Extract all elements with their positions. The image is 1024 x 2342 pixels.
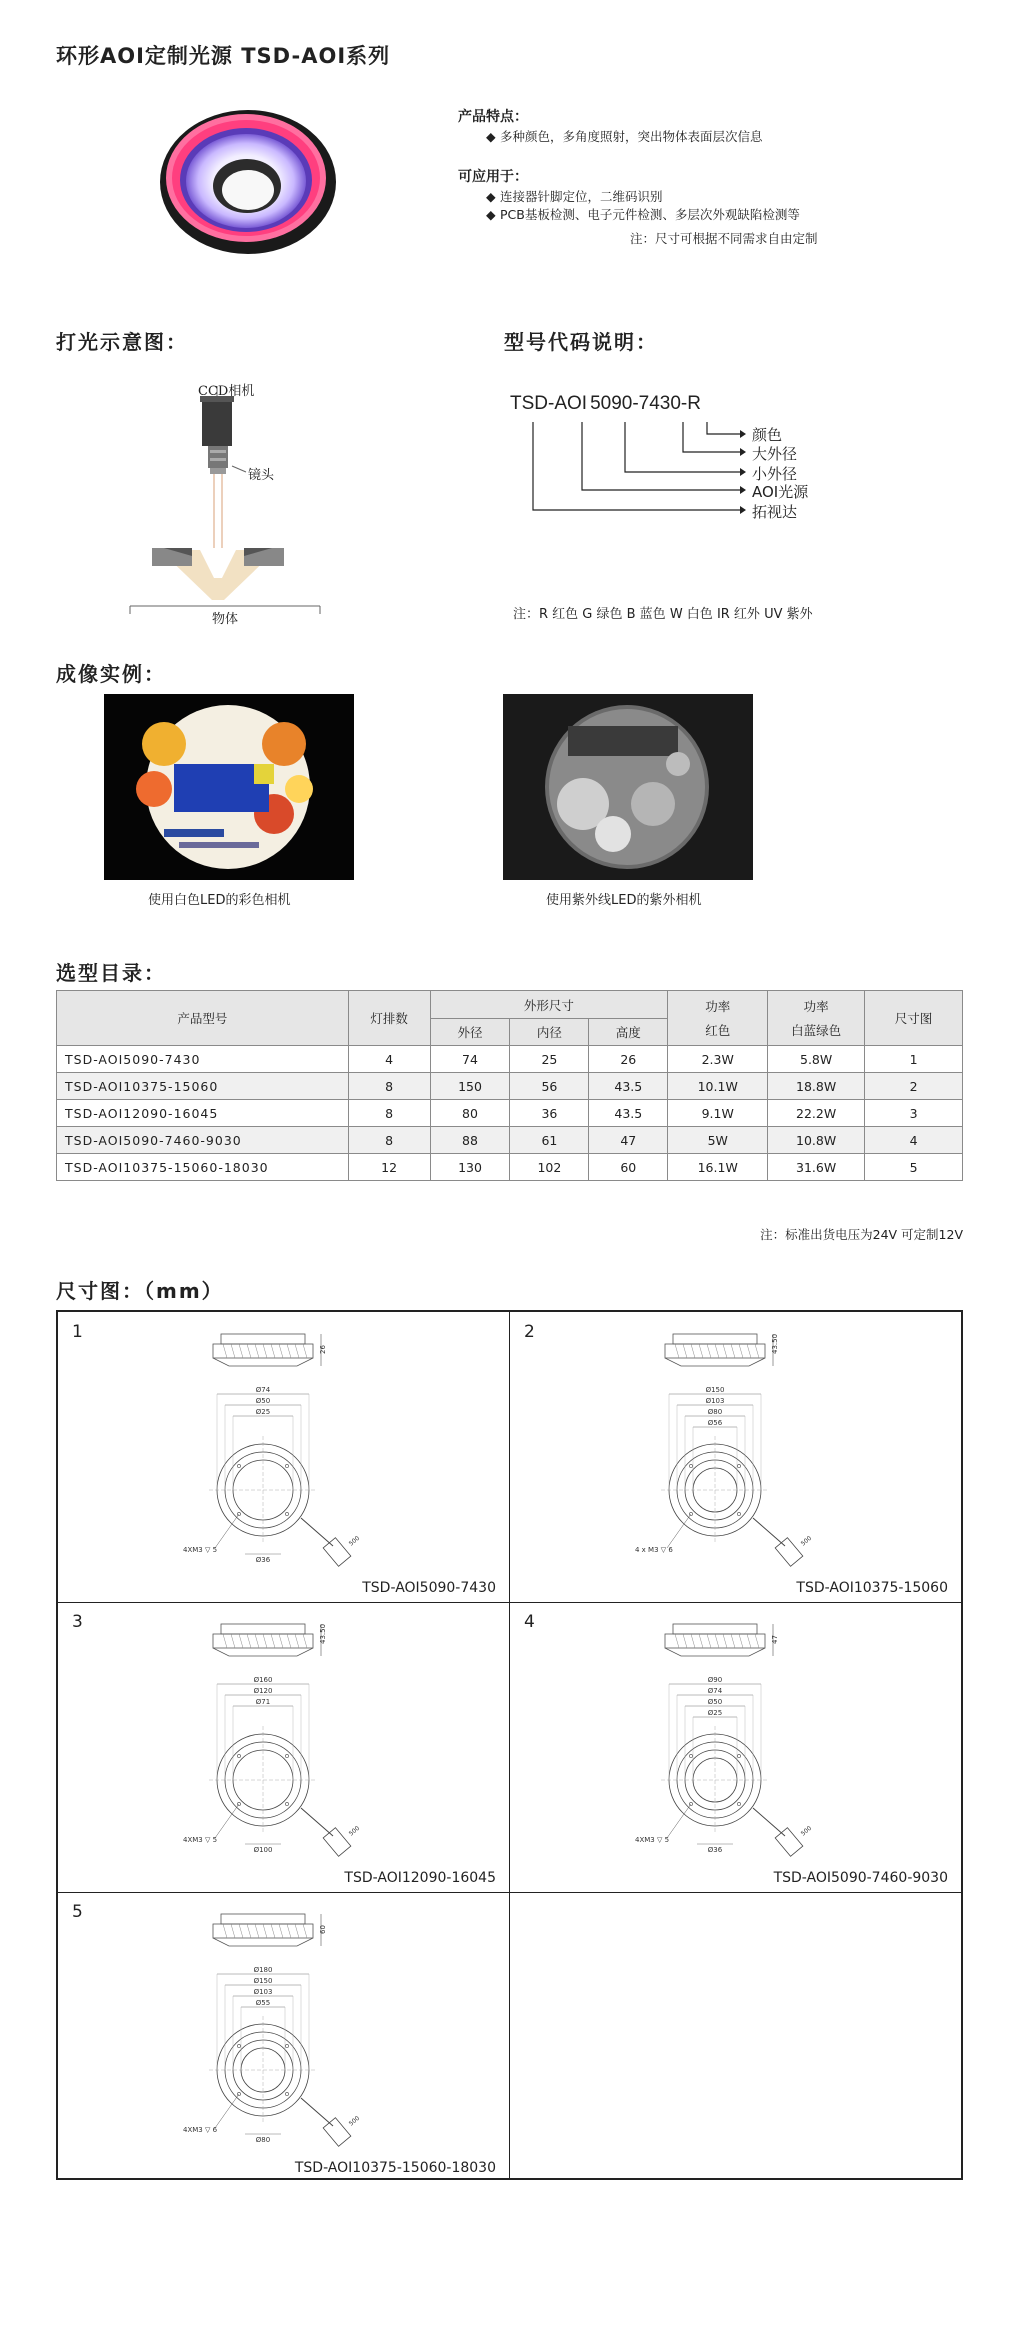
height-dimension: 43.50 bbox=[771, 1333, 779, 1354]
diameter-label: Ø71 bbox=[255, 1698, 271, 1706]
diameter-label: Ø150 bbox=[705, 1386, 725, 1394]
cable-length-label: 500 bbox=[347, 2114, 362, 2128]
height-dimension: 26 bbox=[319, 1345, 327, 1354]
height-dimension: 43.50 bbox=[319, 1623, 327, 1644]
diameter-label: Ø160 bbox=[253, 1676, 273, 1684]
th-dims: 外形尺寸 bbox=[430, 991, 668, 1019]
dimension-drawing bbox=[153, 1900, 413, 2160]
features-heading: 产品特点： bbox=[458, 109, 528, 125]
diameter-label: Ø74 bbox=[255, 1386, 271, 1394]
diameter-label: Ø25 bbox=[707, 1709, 723, 1717]
th-power-wbg: 功率 白蓝绿色 bbox=[768, 991, 865, 1046]
legend-aoi: AOI光源 bbox=[752, 483, 809, 501]
selection-table bbox=[56, 990, 963, 1181]
table-row: TSD-AOI10375-15060 8 150 56 43.5 10.1W 18.8W 2 bbox=[57, 1073, 963, 1100]
dimension-drawing bbox=[153, 1320, 413, 1580]
hole-callout-label: 4XM3 ▽ 5 bbox=[183, 1546, 218, 1554]
legend-outer-diameter: 大外径 bbox=[752, 445, 798, 463]
table-row: TSD-AOI5090-7430 4 74 25 26 2.3W 5.8W 1 bbox=[57, 1046, 963, 1073]
diameter-label: Ø55 bbox=[255, 1999, 271, 2007]
table-row: TSD-AOI12090-16045 8 80 36 43.5 9.1W 22.2W 3 bbox=[57, 1100, 963, 1127]
color-camera-image bbox=[104, 694, 354, 880]
object-label: 物体 bbox=[212, 612, 239, 627]
th-outer: 外径 bbox=[430, 1019, 510, 1046]
dimension-drawing bbox=[153, 1610, 413, 1870]
bottom-diameter-label: Ø36 bbox=[255, 1556, 271, 1564]
dimension-cell-number: 2 bbox=[524, 1322, 535, 1342]
hole-callout-label: 4XM3 ▽ 6 bbox=[183, 2126, 218, 2134]
diameter-label: Ø50 bbox=[255, 1397, 271, 1405]
page-title: 环形AOI定制光源 TSD-AOI系列 bbox=[56, 44, 391, 68]
ccd-camera-label: CCD相机 bbox=[198, 384, 255, 399]
diameter-label: Ø80 bbox=[707, 1408, 723, 1416]
dimension-cell-number: 5 bbox=[72, 1902, 83, 1922]
diameter-label: Ø180 bbox=[253, 1966, 273, 1974]
dimension-cell-2 bbox=[510, 1312, 962, 1602]
color-code-note: 注：R 红色 G 绿色 B 蓝色 W 白色 IR 红外 UV 紫外 bbox=[513, 607, 813, 622]
application-item: ◆ PCB基板检测、电子元件检测、多层次外观缺陷检测等 bbox=[486, 207, 800, 222]
dimension-drawing bbox=[605, 1610, 865, 1870]
th-drawing: 尺寸图 bbox=[865, 991, 963, 1046]
th-power-red: 功率 红色 bbox=[668, 991, 768, 1046]
diameter-label: Ø50 bbox=[707, 1698, 723, 1706]
diameter-label: Ø90 bbox=[707, 1676, 723, 1684]
dimension-cell-caption: TSD-AOI10375-15060 bbox=[796, 1580, 948, 1596]
uv-camera-image bbox=[503, 694, 753, 880]
diameter-label: Ø120 bbox=[253, 1687, 273, 1695]
dimension-grid bbox=[56, 1310, 963, 2180]
diameter-label: Ø150 bbox=[253, 1977, 273, 1985]
cable-length-label: 500 bbox=[347, 1824, 362, 1838]
dimension-drawing bbox=[605, 1320, 865, 1580]
th-height: 高度 bbox=[589, 1019, 668, 1046]
dimension-cell-number: 1 bbox=[72, 1322, 83, 1342]
imaging-heading: 成像实例： bbox=[56, 662, 166, 686]
cable-length-label: 500 bbox=[347, 1534, 362, 1548]
dimension-cell-1 bbox=[58, 1312, 510, 1602]
height-dimension: 47 bbox=[771, 1635, 779, 1644]
diameter-label: Ø103 bbox=[705, 1397, 725, 1405]
model-code: TSD-AOI 5090-7430-R bbox=[510, 393, 701, 414]
dimension-cell-caption: TSD-AOI5090-7430 bbox=[362, 1580, 496, 1596]
dimension-cell-number: 3 bbox=[72, 1612, 83, 1632]
diameter-label: Ø56 bbox=[707, 1419, 723, 1427]
bottom-diameter-label: Ø36 bbox=[707, 1846, 723, 1854]
custom-size-note: 注：尺寸可根据不同需求自由定制 bbox=[630, 231, 818, 246]
legend-brand: 拓视达 bbox=[752, 503, 798, 521]
diameter-label: Ø103 bbox=[253, 1988, 273, 1996]
dimension-cell-caption: TSD-AOI10375-15060-18030 bbox=[294, 2160, 496, 2176]
ring-light-image bbox=[150, 100, 340, 260]
hole-callout-label: 4XM3 ▽ 5 bbox=[635, 1836, 670, 1844]
th-inner: 内径 bbox=[510, 1019, 589, 1046]
diameter-label: Ø74 bbox=[707, 1687, 723, 1695]
feature-item: ◆ 多种颜色，多角度照射，突出物体表面层次信息 bbox=[486, 129, 763, 144]
dimension-cell-4 bbox=[510, 1602, 962, 1892]
height-dimension: 60 bbox=[319, 1925, 327, 1934]
dimension-cell-number: 4 bbox=[524, 1612, 535, 1632]
diameter-label: Ø25 bbox=[255, 1408, 271, 1416]
legend-inner-diameter: 小外径 bbox=[752, 465, 798, 483]
legend-color: 颜色 bbox=[752, 426, 783, 444]
hole-callout-label: 4XM3 ▽ 5 bbox=[183, 1836, 218, 1844]
uv-camera-caption: 使用紫外线LED的紫外相机 bbox=[546, 893, 702, 908]
model-code-heading: 型号代码说明： bbox=[504, 330, 658, 354]
color-camera-caption: 使用白色LED的彩色相机 bbox=[148, 893, 291, 908]
hole-callout-label: 4 x M3 ▽ 6 bbox=[635, 1546, 673, 1554]
dimension-cell-5 bbox=[58, 1892, 510, 2182]
dimension-cell-caption: TSD-AOI5090-7460-9030 bbox=[773, 1870, 948, 1886]
bottom-diameter-label: Ø80 bbox=[255, 2136, 271, 2144]
table-row: TSD-AOI5090-7460-9030 8 88 61 47 5W 10.8W 4 bbox=[57, 1127, 963, 1154]
dimension-cell-caption: TSD-AOI12090-16045 bbox=[344, 1870, 496, 1886]
model-code-leader-lines bbox=[500, 412, 760, 522]
table-row: TSD-AOI10375-15060-18030 12 130 102 60 16.1W 31.6W 5 bbox=[57, 1154, 963, 1181]
lighting-diagram bbox=[120, 378, 340, 628]
th-model: 产品型号 bbox=[57, 991, 349, 1046]
selection-heading: 选型目录： bbox=[56, 961, 166, 985]
dimensions-heading: 尺寸图：（mm） bbox=[56, 1279, 224, 1303]
lens-label: 镜头 bbox=[248, 468, 275, 483]
th-rows: 灯排数 bbox=[348, 991, 430, 1046]
dimension-cell-3 bbox=[58, 1602, 510, 1892]
voltage-note: 注：标准出货电压为24V 可定制12V bbox=[760, 1227, 963, 1242]
bottom-diameter-label: Ø100 bbox=[253, 1846, 273, 1854]
application-item: ◆ 连接器针脚定位，二维码识别 bbox=[486, 189, 663, 204]
applications-heading: 可应用于： bbox=[458, 169, 528, 185]
lighting-heading: 打光示意图： bbox=[56, 330, 188, 354]
cable-length-label: 500 bbox=[799, 1824, 814, 1838]
cable-length-label: 500 bbox=[799, 1534, 814, 1548]
